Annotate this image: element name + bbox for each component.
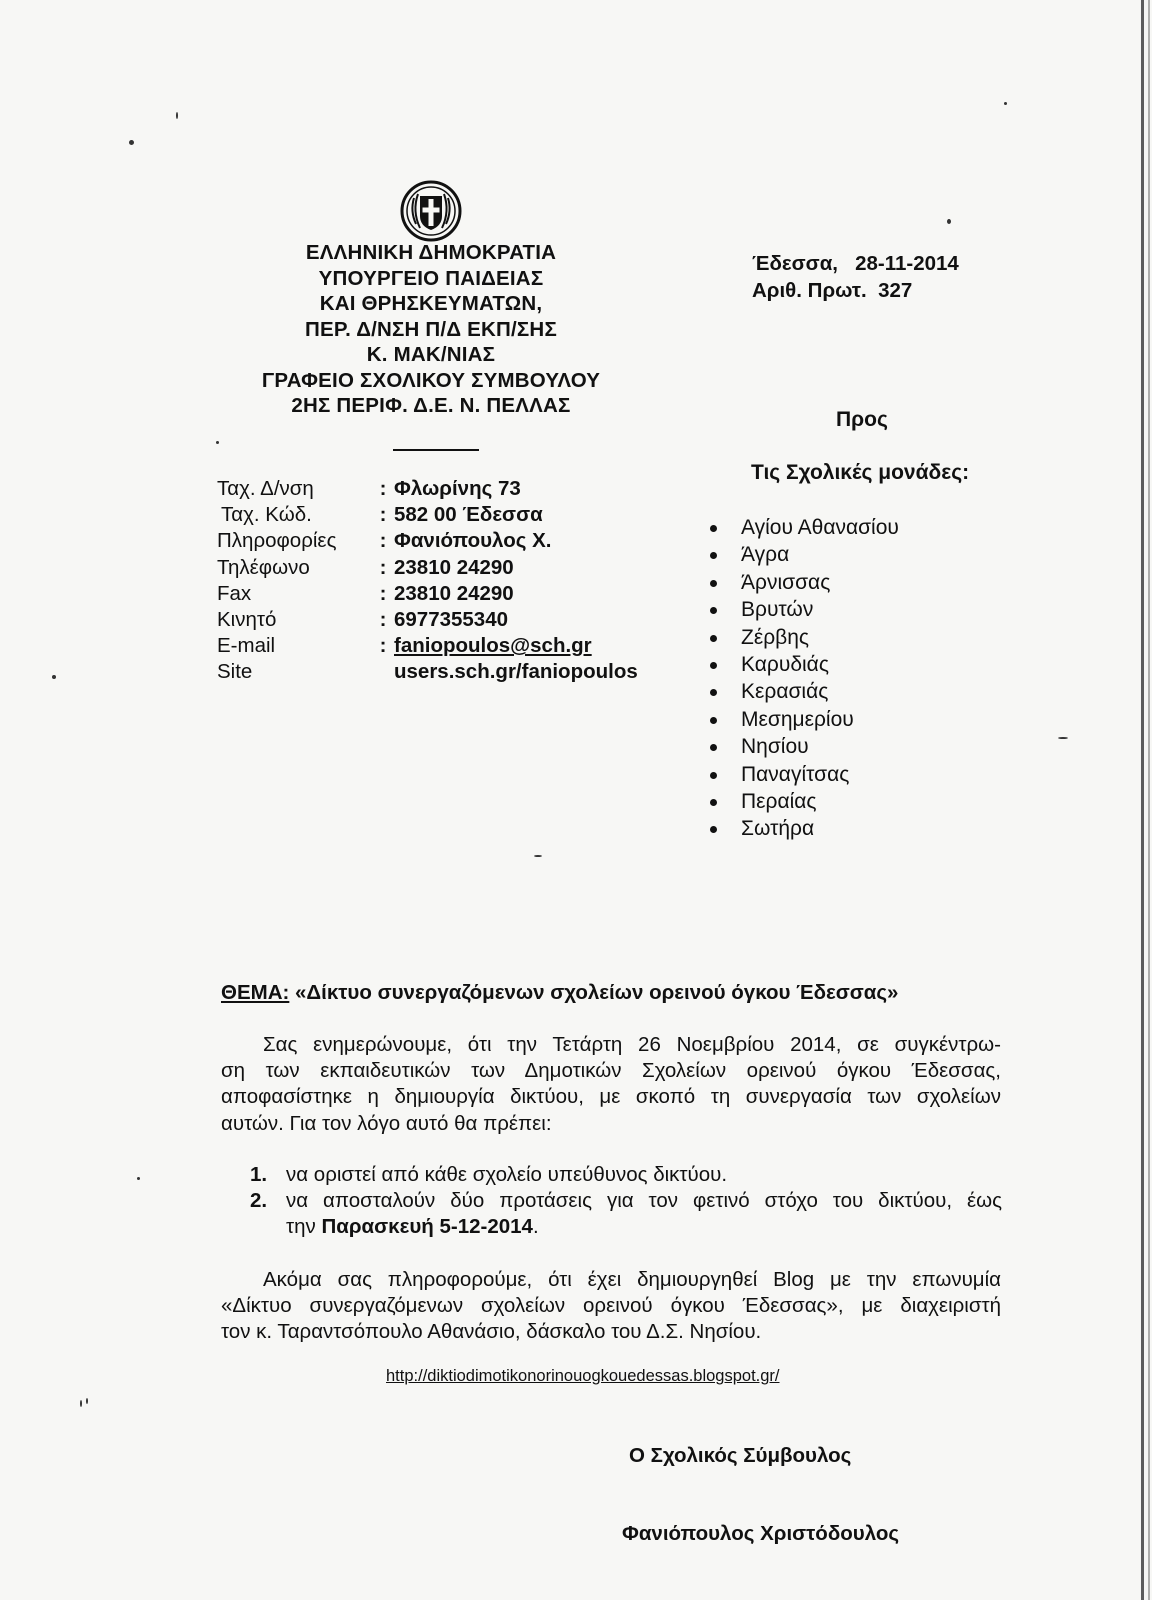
- contact-value: Φλωρίνης 73: [394, 477, 521, 500]
- scan-speck: [176, 112, 178, 119]
- recipient-item: Καρυδιάς: [708, 651, 899, 678]
- email-link[interactable]: faniopoulos@sch.gr: [394, 634, 592, 658]
- contact-row: [217, 581, 638, 607]
- issuing-authority-header: [226, 240, 636, 419]
- body-paragraph: [221, 1032, 1001, 1137]
- action-item: [250, 1188, 1002, 1240]
- recipient-item: Περαίας: [708, 788, 899, 815]
- contact-row: [217, 555, 638, 581]
- date-line: Έδεσσα, 28-11-2014: [752, 252, 959, 275]
- contact-separator: :: [379, 608, 387, 632]
- contact-value: Φανιόπουλος Χ.: [394, 529, 552, 553]
- protocol-number: Αριθ. Πρωτ. 327: [752, 279, 913, 302]
- contact-row: [217, 528, 638, 554]
- scan-speck: [1004, 102, 1007, 105]
- scan-speck: [52, 675, 56, 679]
- contact-separator: :: [379, 581, 387, 605]
- recipient-item: Νησίου: [708, 733, 899, 760]
- signature-title: Ο Σχολικός Σύμβουλος: [629, 1444, 852, 1467]
- contact-label: Ταχ. Κώδ.: [221, 503, 312, 527]
- contact-value: 23810 24290: [394, 581, 514, 605]
- blog-url-link[interactable]: http://diktiodimotikonorinouogkouedessas.blogspot.gr/: [386, 1367, 780, 1385]
- contact-label: Ταχ. Δ/νση: [217, 477, 314, 500]
- contact-separator: [372, 659, 394, 685]
- paragraph-line: «Δίκτυο συνεργαζόμενων σχολείων ορεινού όγκου Έδεσσας», με διαχειριστή: [221, 1294, 1001, 1318]
- to-label: Προς: [836, 408, 888, 431]
- item-text-prefix: την: [286, 1215, 322, 1239]
- scan-speck: [129, 140, 134, 145]
- recipient-item: Παναγίτσας: [708, 761, 899, 788]
- header-divider: [393, 449, 479, 451]
- recipient-item: Άρνισσας: [708, 569, 899, 596]
- site-value: users.sch.gr/faniopoulos: [394, 660, 638, 684]
- item-text-last-line: [286, 1214, 1002, 1240]
- scan-speck: [1058, 737, 1068, 739]
- subject-label: ΘΕΜΑ:: [221, 981, 290, 1004]
- recipient-item: Βρυτών: [708, 596, 899, 623]
- contact-row: [217, 607, 638, 633]
- scan-speck: [137, 1177, 140, 1180]
- scan-speck: [80, 1400, 82, 1407]
- paragraph-line: αυτών. Για τον λόγο αυτό θα πρέπει:: [221, 1111, 552, 1135]
- paragraph-line: ση των εκπαιδευτικών των Δημοτικών Σχολείων ορεινού όγκου Έδεσσας,: [221, 1059, 1001, 1083]
- date-protocol-block: [752, 250, 959, 304]
- subject-text: «Δίκτυο συνεργαζόμενων σχολείων ορεινού όγκου Έδεσσας»: [289, 981, 899, 1004]
- contact-label: Fax: [217, 581, 252, 605]
- scan-edge: [1148, 0, 1150, 1600]
- contact-row: [217, 633, 638, 659]
- contact-separator: :: [379, 555, 387, 579]
- item-number: 2.: [250, 1189, 268, 1213]
- header-line: ΠΕΡ. Δ/ΝΣΗ Π/Δ ΕΚΠ/ΣΗΣ: [305, 317, 557, 341]
- body-paragraph: [221, 1267, 1001, 1346]
- contact-details: [217, 476, 638, 686]
- header-line: ΕΛΛΗΝΙΚΗ ΔΗΜΟΚΡΑΤΙΑ: [305, 241, 557, 264]
- contact-row: [217, 476, 638, 502]
- item-number: 1.: [250, 1163, 268, 1186]
- paragraph-line: αποφασίστηκε η δημιουργία δικτύου, με σκοπό τη συνεργασία των σχολείων: [221, 1085, 1001, 1109]
- item-text: να οριστεί από κάθε σχολείο υπεύθυνος δικτύου.: [286, 1163, 728, 1186]
- greek-coat-of-arms-emblem: [400, 180, 462, 242]
- contact-label: Πληροφορίες: [217, 529, 337, 553]
- header-line: 2ΗΣ ΠΕΡΙΦ. Δ.Ε. Ν. ΠΕΛΛΑΣ: [291, 394, 571, 417]
- contact-separator: :: [379, 529, 387, 553]
- paragraph-line: Ακόμα σας πληροφορούμε, ότι έχει δημιουργηθεί Blog με την επωνυμία: [263, 1268, 1001, 1291]
- recipient-item: Ζέρβης: [708, 624, 899, 651]
- contact-separator: :: [379, 503, 387, 527]
- recipient-item: Αγίου Αθανασίου: [708, 514, 899, 541]
- action-items-list: [250, 1162, 1002, 1241]
- contact-value: 23810 24290: [394, 555, 514, 579]
- contact-separator: :: [379, 477, 387, 500]
- scan-edge: [1141, 0, 1144, 1600]
- contact-row: [217, 502, 638, 528]
- subject-line: [221, 981, 898, 1005]
- recipients-heading: Τις Σχολικές μονάδες:: [751, 461, 970, 484]
- deadline-date: Παρασκευή 5-12-2014: [321, 1215, 533, 1239]
- action-item: [250, 1162, 1002, 1188]
- paragraph-line: Σας ενημερώνουμε, ότι την Τετάρτη 26 Νοεμβρίου 2014, σε συγκέντρω-: [263, 1033, 1001, 1056]
- recipient-item: Σωτήρα: [708, 815, 899, 842]
- header-line: ΥΠΟΥΡΓΕΙΟ ΠΑΙΔΕΙΑΣ: [318, 266, 544, 290]
- contact-row: [217, 659, 638, 685]
- paragraph-line: τον κ. Ταραντσόπουλο Αθανάσιο, δάσκαλο του Δ.Σ. Νησίου.: [221, 1320, 762, 1344]
- scan-speck: [534, 855, 542, 857]
- header-line: Κ. ΜΑΚ/ΝΙΑΣ: [366, 343, 496, 366]
- recipient-list: [708, 514, 899, 843]
- header-line: ΓΡΑΦΕΙΟ ΣΧΟΛΙΚΟΥ ΣΥΜΒΟΥΛΟΥ: [261, 368, 601, 392]
- item-text-suffix: .: [532, 1215, 539, 1239]
- contact-label: Τηλέφωνο: [217, 555, 310, 579]
- item-text: να αποσταλούν δύο προτάσεις για τον φετινό στόχο του δικτύου, έως: [286, 1189, 1002, 1213]
- contact-value: 6977355340: [394, 608, 509, 632]
- contact-value: 582 00 Έδεσσα: [394, 503, 543, 527]
- signature-name: Φανιόπουλος Χριστόδουλος: [622, 1522, 900, 1545]
- header-line: ΚΑΙ ΘΡΗΣΚΕΥΜΑΤΩΝ,: [319, 292, 543, 315]
- recipient-item: Κερασιάς: [708, 678, 899, 705]
- scan-speck: [86, 1398, 88, 1404]
- scan-speck: [947, 219, 951, 224]
- contact-label: Site: [217, 660, 253, 684]
- contact-label: E-mail: [217, 634, 276, 658]
- contact-label: Κινητό: [217, 608, 277, 632]
- contact-separator: :: [379, 634, 387, 658]
- recipient-item: Άγρα: [708, 541, 899, 568]
- scan-speck: [216, 441, 219, 444]
- recipient-item: Μεσημερίου: [708, 706, 899, 733]
